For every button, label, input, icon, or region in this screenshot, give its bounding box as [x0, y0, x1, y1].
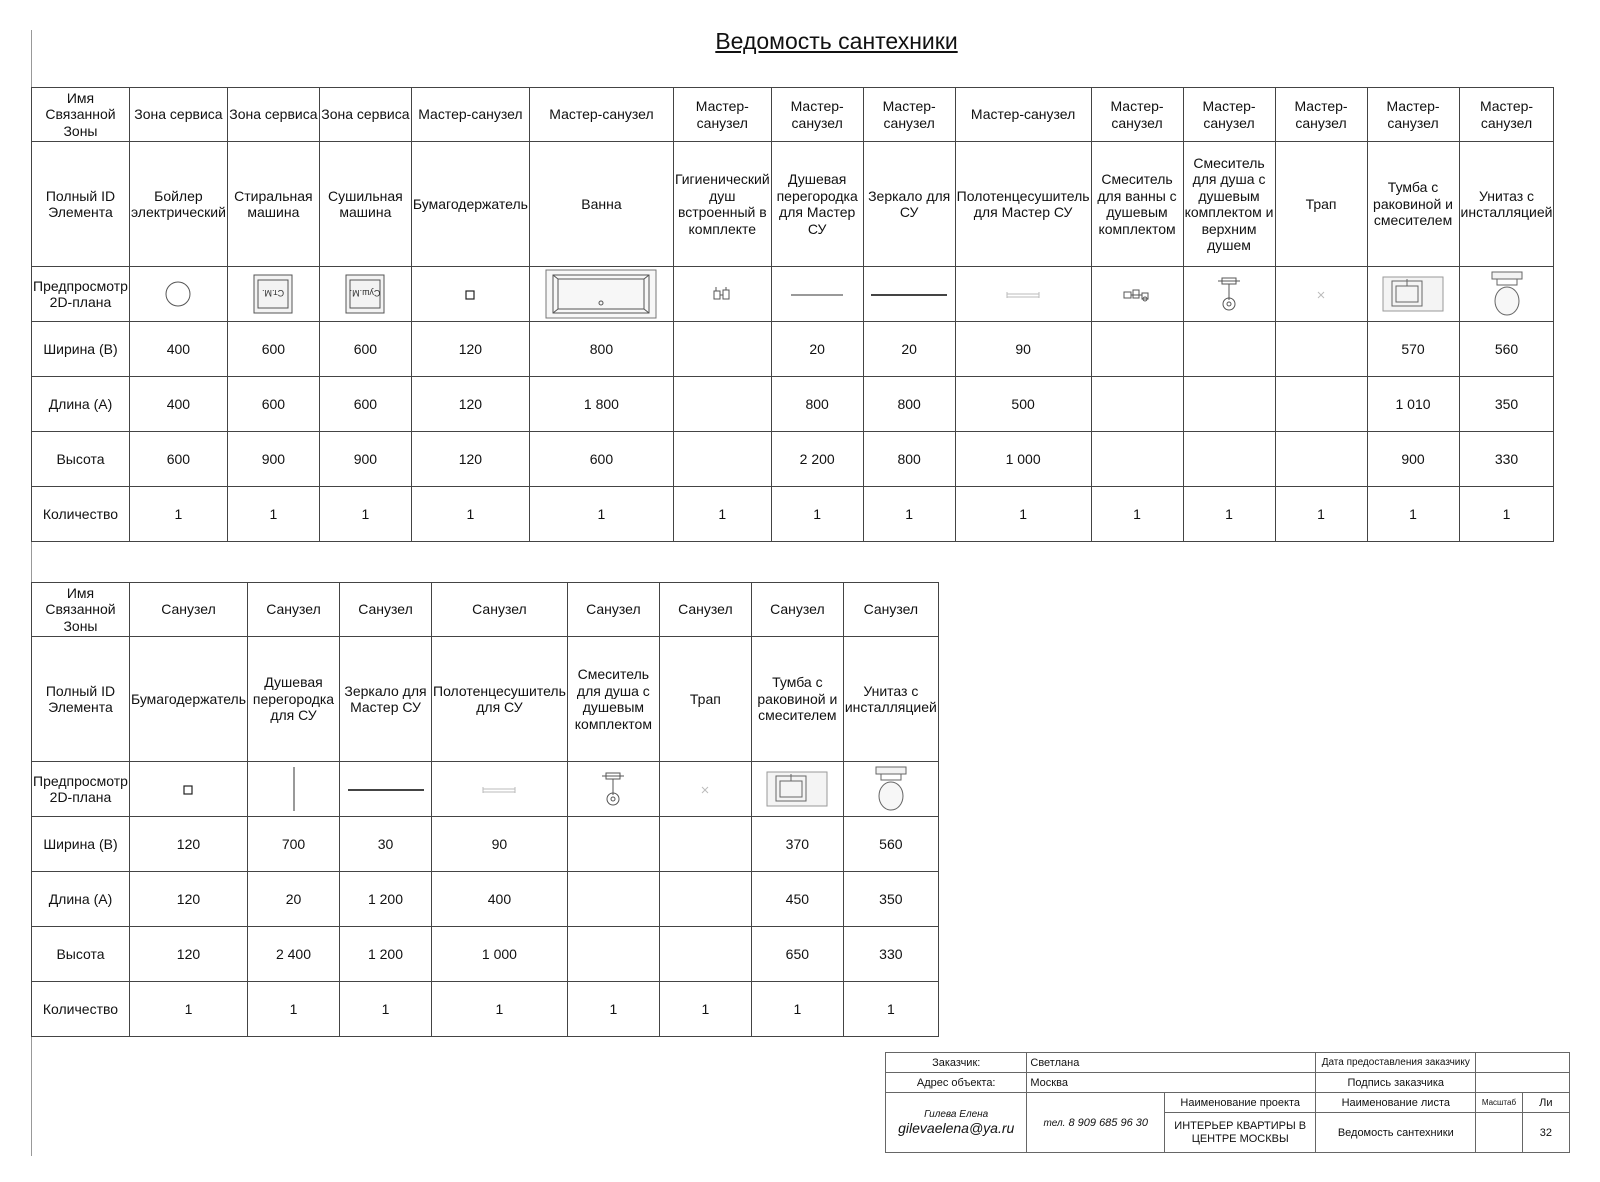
- cell-width: 600: [319, 322, 411, 377]
- cell-width: 20: [863, 322, 955, 377]
- signature-value: [1476, 1073, 1570, 1093]
- customer-label: Заказчик:: [886, 1053, 1027, 1073]
- cell-id: Полотенцесушитель для СУ: [432, 637, 568, 762]
- cell-qty: 1: [673, 487, 771, 542]
- cell-length: 400: [432, 872, 568, 927]
- cell-id: Полотенцесушитель для Мастер СУ: [955, 142, 1091, 267]
- cell-zone: Мастер-санузел: [955, 88, 1091, 142]
- cell-length: 120: [129, 872, 247, 927]
- cell-zone: Санузел: [129, 583, 247, 637]
- row-label-length: Длина (А): [32, 377, 130, 432]
- cell-zone: Мастер-санузел: [529, 88, 673, 142]
- cell-zone: Зона сервиса: [319, 88, 411, 142]
- cell-qty: 1: [432, 982, 568, 1037]
- author-cell: [886, 1093, 1027, 1153]
- cell-length: 450: [751, 872, 843, 927]
- scale-value: [1476, 1113, 1523, 1153]
- cell-id: Зеркало для Мастер СУ: [340, 637, 432, 762]
- cell-id: Унитаз с инсталляцией: [1459, 142, 1554, 267]
- cell-height: 900: [319, 432, 411, 487]
- cell-height: 2 400: [248, 927, 340, 982]
- cell-qty: 1: [751, 982, 843, 1037]
- date-label: Дата предоставления заказчику: [1316, 1053, 1476, 1073]
- cell-qty: 1: [843, 982, 938, 1037]
- cell-length: 600: [319, 377, 411, 432]
- project-name: ИНТЕРЬЕР КВАРТИРЫ В ЦЕНТРЕ МОСКВЫ: [1165, 1113, 1316, 1153]
- cell-id: Гигиенический душ встроенный в комплекте: [673, 142, 771, 267]
- cell-height: 1 200: [340, 927, 432, 982]
- cell-zone: Мастер-санузел: [1275, 88, 1367, 142]
- cell-height: 330: [843, 927, 938, 982]
- cell-qty: 1: [1183, 487, 1275, 542]
- cell-qty: 1: [340, 982, 432, 1037]
- cell-id: Душевая перегородка для Мастер СУ: [771, 142, 863, 267]
- row-label-zone: Имя Связанной Зоны: [32, 88, 130, 142]
- cell-height: 1 000: [955, 432, 1091, 487]
- cell-zone: Санузел: [659, 583, 751, 637]
- cell-length: 800: [863, 377, 955, 432]
- cell-length: 1 010: [1367, 377, 1459, 432]
- cell-qty: 1: [1091, 487, 1183, 542]
- cell-qty: 1: [863, 487, 955, 542]
- sheet-number: 32: [1522, 1113, 1569, 1153]
- cell-qty: 1: [248, 982, 340, 1037]
- cell-width: 570: [1367, 322, 1459, 377]
- author-email: gilevaelena@ya.ru: [898, 1120, 1015, 1136]
- cell-id: Зеркало для СУ: [863, 142, 955, 267]
- cell-qty: 1: [1275, 487, 1367, 542]
- row-label-qty: Количество: [32, 982, 130, 1037]
- cell-zone: Санузел: [751, 583, 843, 637]
- cell-width: 560: [843, 817, 938, 872]
- cell-width: 20: [771, 322, 863, 377]
- phone-number: 8 909 685 96 30: [1068, 1116, 1149, 1129]
- cell-height: 2 200: [771, 432, 863, 487]
- cell-length: 1 800: [529, 377, 673, 432]
- cell-height: 800: [863, 432, 955, 487]
- cell-width: 600: [227, 322, 319, 377]
- cell-width: 120: [411, 322, 529, 377]
- cell-qty: 1: [771, 487, 863, 542]
- row-label-id: Полный ID Элемента: [32, 637, 130, 762]
- page-title: Ведомость сантехники: [715, 28, 958, 54]
- cell-zone: Санузел: [432, 583, 568, 637]
- row-label-height: Высота: [32, 432, 130, 487]
- title-block: [885, 1052, 1570, 1153]
- cell-length: 1 200: [340, 872, 432, 927]
- cell-qty: 1: [567, 982, 659, 1037]
- cell-zone: Мастер-санузел: [1183, 88, 1275, 142]
- date-value: [1476, 1053, 1570, 1073]
- cell-id: Трап: [659, 637, 751, 762]
- cell-zone: Мастер-санузел: [863, 88, 955, 142]
- row-label-id: Полный ID Элемента: [32, 142, 130, 267]
- phone-cell: [1027, 1093, 1165, 1153]
- cell-length: 350: [843, 872, 938, 927]
- cell-qty: 1: [129, 982, 247, 1037]
- row-label-length: Длина (А): [32, 872, 130, 927]
- cell-length: 120: [411, 377, 529, 432]
- cell-length: 350: [1459, 377, 1554, 432]
- cell-qty: 1: [1459, 487, 1554, 542]
- cell-id: Смеситель для душа с душевым комплектом: [567, 637, 659, 762]
- signature-label: Подпись заказчика: [1316, 1073, 1476, 1093]
- cell-qty: 1: [227, 487, 319, 542]
- cell-id: Душевая перегородка для СУ: [248, 637, 340, 762]
- cell-id: Сушильная машина: [319, 142, 411, 267]
- cell-zone: Мастер-санузел: [771, 88, 863, 142]
- cell-zone: Мастер-санузел: [673, 88, 771, 142]
- scale-label: Масштаб: [1476, 1093, 1523, 1113]
- cell-height: 600: [129, 432, 227, 487]
- cell-qty: 1: [1367, 487, 1459, 542]
- cell-length: 400: [129, 377, 227, 432]
- cell-zone: Мастер-санузел: [1459, 88, 1554, 142]
- cell-zone: Санузел: [340, 583, 432, 637]
- row-label-height: Высота: [32, 927, 130, 982]
- cell-width: 30: [340, 817, 432, 872]
- sheet-name: Ведомость сантехники: [1316, 1113, 1476, 1153]
- cell-width: 800: [529, 322, 673, 377]
- cell-height: 1 000: [432, 927, 568, 982]
- cell-height: 330: [1459, 432, 1554, 487]
- author-name: Гилева Елена: [924, 1109, 989, 1120]
- phone-label: тел.: [1043, 1117, 1066, 1129]
- cell-width: 370: [751, 817, 843, 872]
- cell-qty: 1: [129, 487, 227, 542]
- cell-width: 90: [432, 817, 568, 872]
- row-label-preview: Предпросмотр 2D-плана: [32, 762, 130, 817]
- cell-id: Трап: [1275, 142, 1367, 267]
- row-label-preview: Предпросмотр 2D-плана: [32, 267, 130, 322]
- customer-value: Светлана: [1027, 1053, 1316, 1073]
- row-label-width: Ширина (В): [32, 322, 130, 377]
- cell-width: 400: [129, 322, 227, 377]
- cell-length: 600: [227, 377, 319, 432]
- row-label-width: Ширина (В): [32, 817, 130, 872]
- svg-text:Ст.М.: Ст.М.: [262, 288, 285, 298]
- cell-height: 120: [129, 927, 247, 982]
- cell-height: 900: [1367, 432, 1459, 487]
- cell-id: Ванна: [529, 142, 673, 267]
- cell-zone: Мастер-санузел: [1367, 88, 1459, 142]
- address-value: Москва: [1027, 1073, 1316, 1093]
- cell-id: Стиральная машина: [227, 142, 319, 267]
- cell-zone: Санузел: [843, 583, 938, 637]
- cell-id: Смеситель для душа с душевым комплектом и верхним душем: [1183, 142, 1275, 267]
- cell-id: Смеситель для ванны с душевым комплектом: [1091, 142, 1183, 267]
- cell-zone: Мастер-санузел: [1091, 88, 1183, 142]
- cell-height: 650: [751, 927, 843, 982]
- cell-height: 600: [529, 432, 673, 487]
- cell-length: 20: [248, 872, 340, 927]
- project-name-label: Наименование проекта: [1165, 1093, 1316, 1113]
- cell-qty: 1: [659, 982, 751, 1037]
- cell-id: Бумагодержатель: [129, 637, 247, 762]
- cell-qty: 1: [529, 487, 673, 542]
- cell-width: 560: [1459, 322, 1554, 377]
- row-label-zone: Имя Связанной Зоны: [32, 583, 130, 637]
- cell-length: 500: [955, 377, 1091, 432]
- cell-id: Тумба с раковиной и смесителем: [751, 637, 843, 762]
- svg-text:Суш.М.: Суш.М.: [350, 288, 381, 298]
- cell-width: 120: [129, 817, 247, 872]
- cell-id: Бумагодержатель: [411, 142, 529, 267]
- row-label-qty: Количество: [32, 487, 130, 542]
- cell-height: 120: [411, 432, 529, 487]
- cell-zone: Санузел: [567, 583, 659, 637]
- cell-length: 800: [771, 377, 863, 432]
- cell-zone: Зона сервиса: [227, 88, 319, 142]
- cell-width: 90: [955, 322, 1091, 377]
- address-label: Адрес объекта:: [886, 1073, 1027, 1093]
- cell-qty: 1: [319, 487, 411, 542]
- sheet-name-label: Наименование листа: [1316, 1093, 1476, 1113]
- cell-width: 700: [248, 817, 340, 872]
- cell-id: Тумба с раковиной и смесителем: [1367, 142, 1459, 267]
- cell-zone: Зона сервиса: [129, 88, 227, 142]
- cell-id: Унитаз с инсталляцией: [843, 637, 938, 762]
- cell-height: 900: [227, 432, 319, 487]
- cell-qty: 1: [411, 487, 529, 542]
- cell-id: Бойлер электрический: [129, 142, 227, 267]
- sheet-label: Ли: [1522, 1093, 1569, 1113]
- cell-zone: Мастер-санузел: [411, 88, 529, 142]
- cell-zone: Санузел: [248, 583, 340, 637]
- cell-qty: 1: [955, 487, 1091, 542]
